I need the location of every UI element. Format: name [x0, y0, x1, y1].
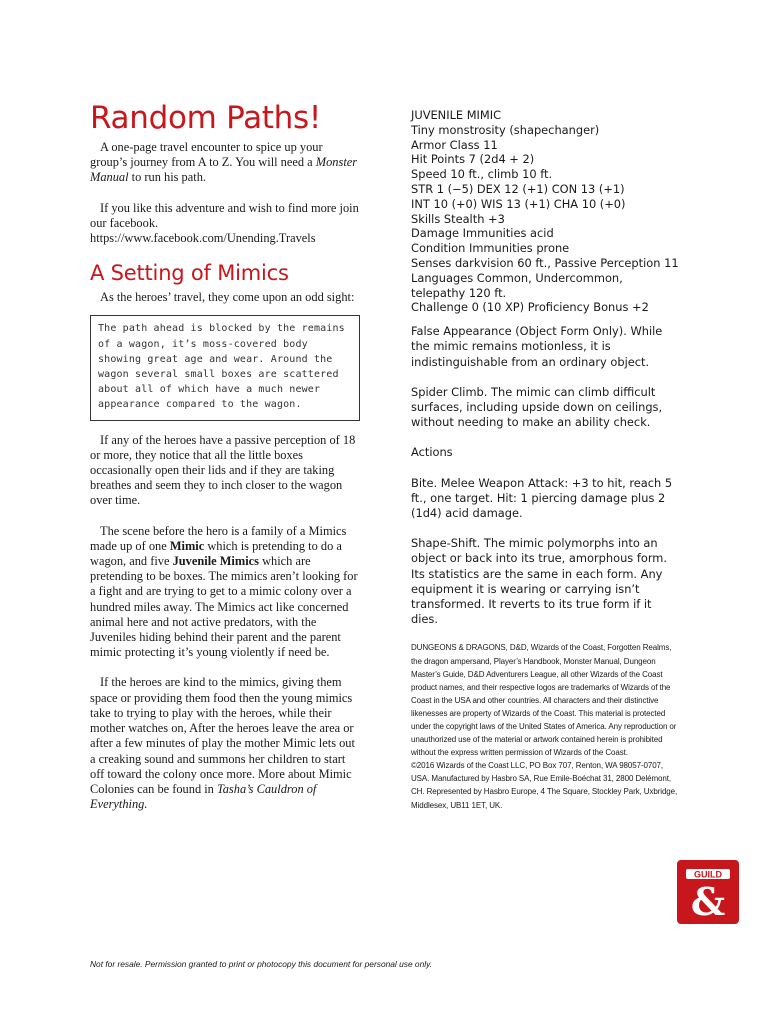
- stat-line: Languages Common, Undercommon, telepathy 120 ft.: [411, 270, 623, 300]
- perception-paragraph: If any of the heroes have a passive perception of 18 or more, they notice that all the little boxes occasionally open their lids and if they are taking breathes and seem they to inch closer to the wagon over time.: [90, 432, 356, 508]
- actions-heading: Actions: [411, 445, 453, 460]
- facebook-paragraph: If you like this adventure and wish to find more join our facebook.: [90, 200, 359, 230]
- intro-paragraph: A one-page travel encounter to spice up your group’s journey from A to Z. You will need a Monster Manual to run his path.: [90, 140, 358, 185]
- page-title: Random Paths!: [90, 100, 321, 136]
- section-title: A Setting of Mimics: [90, 261, 289, 286]
- bite-action: Bite. Melee Weapon Attack: +3 to hit, reach 5 ft., one target. Hit: 1 piercing damage plus 2 (1d4) acid damage.: [411, 475, 673, 520]
- read-aloud-box: The path ahead is blocked by the remains of a wagon, it’s moss-covered body showing great age and wear. Around the wagon several small boxes are scattered about all of which have a much newer appearance compared to the wagon.: [90, 315, 360, 420]
- scene-paragraph: The scene before the hero is a family of a Mimics made up of one Mimic which is pretending to do a wagon, and five Juvenile Mimics which are pretending to be boxes. The mimics aren’t looking for a fight and are trying to get to a mimic colony over a hundred miles away. The Mimics act like concerned animal here and not active predators, with the Juveniles hiding behind their parent and the parent mimic protecting it’s young violently if need be.: [90, 523, 358, 660]
- stat-line: Hit Points 7 (2d4 + 2): [411, 152, 535, 167]
- copyright-text: ©2016 Wizards of the Coast LLC, PO Box 707, Renton, WA 98057-0707, USA. Manufactured by Hasbro SA, Rue Emile-Boéchat 31, 2800 Delémont, CH. Represented by Hasbro Europe, 4 The Square, Stockley Park, Uxbridge, Middlesex, UB11 1ET, UK.: [411, 761, 678, 810]
- footer-note: Not for resale. Permission granted to print or photocopy this document for personal use only.: [90, 959, 432, 969]
- spider-climb-trait: Spider Climb. The mimic can climb difficult surfaces, including upside down on ceilings, without needing to make an ability check.: [411, 384, 663, 430]
- facebook-link[interactable]: https://www.facebook.com/Unending.Travels: [90, 231, 316, 246]
- stat-line: Condition Immunities prone: [411, 241, 570, 256]
- stat-line: Senses darkvision 60 ft., Passive Perception 11: [411, 255, 679, 270]
- left-column: [90, 100, 360, 812]
- trademark-text: DUNGEONS & DRAGONS, D&D, Wizards of the Coast, Forgotten Realms, the dragon ampersand, Player’s Handbook, Monster Manual, Dungeon Master’s Guide, D&D Adventurers League, all other Wizards of the Coast product names, and their respective logos are trademarks of Wizards of the Coast in the USA and other countries. All characters and their distinctive likenesses are property of Wizards of the Coast. This material is protected under the copyright laws of the United States of America. Any reproduction or unauthorized use of the material or artwork contained herein is prohibited without the express written permission of Wizards of the Coast.: [411, 643, 677, 758]
- false-appearance-trait: False Appearance (Object Form Only). While the mimic remains motionless, it is indistinguishable from an ordinary object.: [411, 324, 663, 369]
- stat-name: JUVENILE MIMIC: [411, 108, 502, 122]
- stat-line: INT 10 (+0) WIS 13 (+1) CHA 10 (+0): [411, 196, 626, 211]
- stat-line: Armor Class 11: [411, 137, 498, 152]
- dragon-ampersand-icon: [677, 860, 739, 924]
- section-intro: As the heroes’ travel, they come upon an odd sight:: [100, 290, 355, 305]
- shape-shift-action: Shape-Shift. The mimic polymorphs into an object or back into its true, amorphous form. Its statistics are the same in each form. Any equipment it is wearing or carrying isn’t transformed. It reverts to its true form if it dies.: [411, 536, 668, 627]
- right-column: [411, 108, 679, 812]
- stat-line: Tiny monstrosity (shapechanger): [411, 122, 600, 137]
- stat-line: STR 1 (−5) DEX 12 (+1) CON 13 (+1): [411, 181, 625, 196]
- kindness-paragraph: If the heroes are kind to the mimics, giving them space or providing them food then the young mimics take to trying to play with the heroes, while their mother watches on, After the heroes leave the area or after a few minutes of play the mother Mimic lets out a creaking sound and summons her children to start off toward the colony once more. More about Mimic Colonies can be found in Tasha’s Cauldron of Everything.: [90, 675, 355, 812]
- dm-guild-logo: [677, 860, 739, 924]
- svg-text:&: &: [690, 879, 726, 924]
- stat-line: Skills Stealth +3: [411, 211, 505, 226]
- logo-text: GUILD: [694, 869, 722, 880]
- stat-line: Challenge 0 (10 XP) Proficiency Bonus +2: [411, 300, 649, 315]
- stat-block: [411, 108, 679, 315]
- stat-line: Damage Immunities acid: [411, 226, 554, 241]
- legal-notice: [411, 641, 679, 811]
- monster-manual-ref: Monster Manual: [90, 155, 358, 185]
- stat-line: Speed 10 ft., climb 10 ft.: [411, 167, 553, 182]
